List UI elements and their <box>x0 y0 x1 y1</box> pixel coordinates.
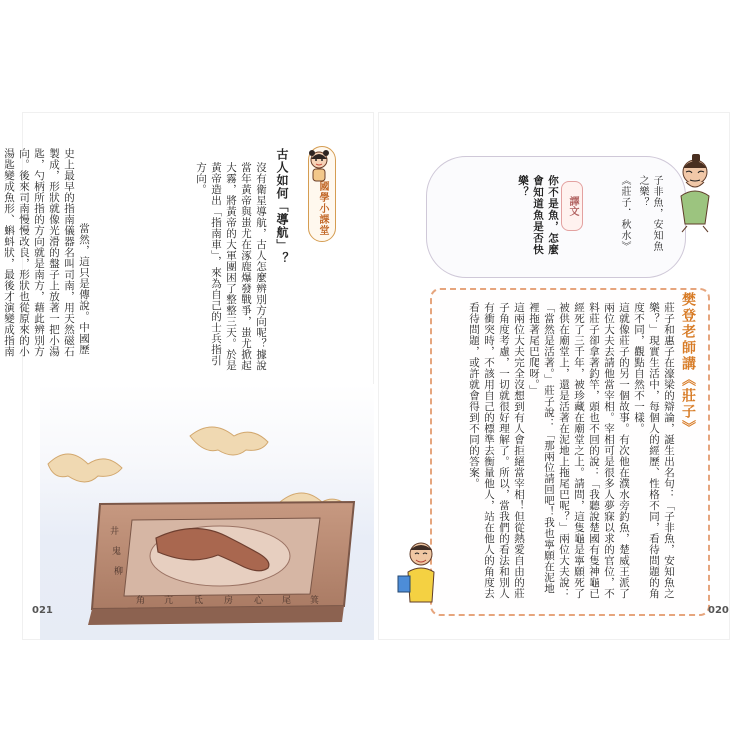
compass-label-6: 箕 <box>310 596 320 606</box>
ancient-sage-icon <box>666 152 722 234</box>
compass-illustration <box>40 384 374 640</box>
compass-label-4: 心 <box>254 596 264 606</box>
page-number-left: 021 <box>32 605 53 616</box>
page-number-right: 020 <box>708 605 729 616</box>
paragraph-2: 當然，這只是傳說。中國歷史上最早的指南儀器名叫司南，用天然磁石製成，形狀就像光滑的盤子上放著一把小湯匙，勺柄所指的方向就是南方，藉此辨別方向。後來司南慢慢改良，形狀也從原來的小湯匙變成魚形、蝌蚪狀，最後才演變成指南 <box>3 148 90 357</box>
lesson-badge-label: 國學小課堂 <box>317 181 328 236</box>
teacher-commentary-title: 樊登老師講《莊子》 <box>680 292 696 436</box>
girl-student-icon <box>304 148 334 184</box>
quote-text: 子非魚，安知魚之樂？ <box>637 175 662 252</box>
teacher-avatar-icon <box>392 536 450 612</box>
compass-label-8: 鬼 <box>112 547 122 557</box>
compass-label-0: 角 <box>136 596 146 606</box>
compass-label-9: 柳 <box>114 567 124 577</box>
paragraph-1: 沒有衛星導航，古人怎麼辨別方向呢？據說當年黃帝與蚩尤在涿鹿爆發戰爭，蚩尤掀起大霧，將黃帝的大軍團困了整整三天。於是黃帝造出「指南車」，來為自己的士兵指引方向。 <box>195 162 267 371</box>
compass-label-2: 氐 <box>194 596 204 606</box>
right-page <box>378 112 730 640</box>
quote-source: 《莊子．秋水》 <box>619 175 630 252</box>
compass-label-5: 尾 <box>282 596 292 606</box>
paragraph-2-3 <box>3 148 106 363</box>
teacher-commentary-text: 莊子和惠子在濠梁的辯論，誕生出名句：「子非魚，安知魚之樂？」現實生活中，每個人的經歷、性格不同，看待問題的角度不同，觀點自然不一樣。 這就像莊子的另一個故事。有次他在濮水旁釣魚，楚威王派了兩位大夫去請他當宰相。宰相可是很多人夢寐以求的官位，不料莊子卻拿著釣竿，頭也不回的說：「我聽說楚國有隻神龜已經死了三千年，被珍藏在廟堂之上。請問，這隻龜是寧願死了被供在廟堂上，還是活著在泥地上拖尾巴呢？」兩位大夫說：「當然是活著。」莊子說：「那兩位請回吧！我也寧願在泥地裡拖著尾巴爬呀。」 這兩位大夫完全沒想到有人會拒絕當宰相！但從熱愛自由的莊子角度考慮，一切就很好理解了。所以，當我們的看法和別人有衝突時，不該用自己的標準去衡量他人，站在他人的角度去看待問題，或許就會得到不同的答案。 <box>468 302 675 599</box>
section-title: 古人如何「導航」？ <box>275 148 289 265</box>
quote-bubble <box>426 156 686 278</box>
left-page <box>3 112 374 640</box>
compass-label-7: 井 <box>110 527 120 537</box>
compass-spoon-icon <box>40 384 374 640</box>
compass-label-3: 房 <box>224 596 234 606</box>
translation-tag: 譯文 <box>561 181 583 231</box>
translation-text: 你不是魚，怎麼會知道魚是否快樂？ <box>517 175 559 256</box>
compass-label-1: 亢 <box>164 596 174 606</box>
